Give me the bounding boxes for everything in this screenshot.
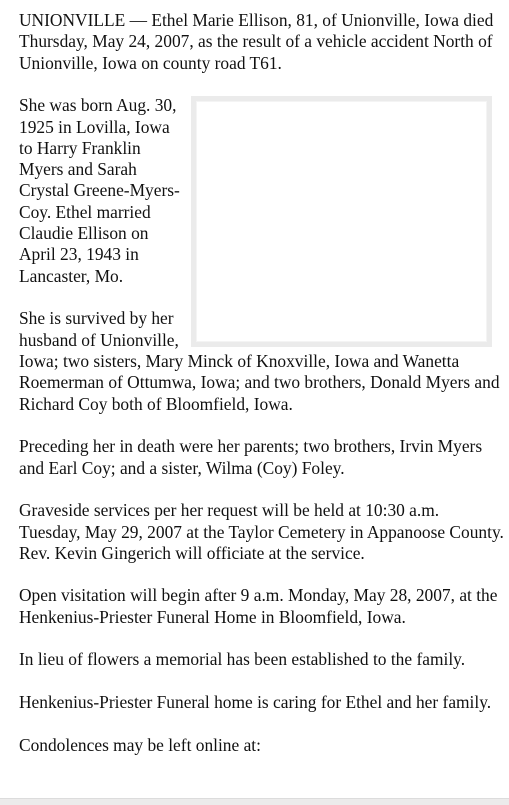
obituary-paragraph-preceded: Preceding her in death were her parents; two brothers, Irvin Myers and Earl Coy; and a sister, Wilma (Coy) Foley. (19, 436, 483, 478)
horizontal-scrollbar-track[interactable] (0, 798, 509, 805)
obituary-paragraph-memorial: In lieu of flowers a memorial has been established to the family. (19, 649, 466, 670)
obituary-paragraph-funeral-home: Henkenius-Priester Funeral home is caring for Ethel and her family. (19, 692, 492, 713)
photo-placeholder (191, 96, 492, 347)
obituary-paragraph-visitation: Open visitation will begin after 9 a.m. Monday, May 28, 2007, at the Henkenius-Priester Funeral Home in Bloomfield, Iowa. (19, 585, 498, 627)
obituary-paragraph-services: Graveside services per her request will be held at 10:30 a.m. Tuesday, May 29, 2007 at the Taylor Cemetery in Appanoose County. Rev. Kevin Gingerich will officiate at the service. (19, 500, 504, 563)
obituary-paragraph-survivors: She is survived by her husband of Unionville, Iowa; two sisters, Mary Minck of Knoxville, Iowa and Wanetta Roemerman of Ottumwa, Iowa; and two brothers, Donald Myers and Richard Coy both of Bloomfield, Iowa. (19, 308, 500, 414)
obituary-article (19, 10, 504, 778)
obituary-paragraph-birth: She was born Aug. 30, 1925 in Lovilla, Iowa to Harry Franklin Myers and Sarah Crystal Greene-Myers-Coy. Ethel married Claudie Ellison on April 23, 1943 in Lancaster, Mo. (19, 95, 180, 286)
obituary-paragraph-condolences: Condolences may be left online at: (19, 734, 261, 755)
obituary-paragraph-intro: UNIONVILLE — Ethel Marie Ellison, 81, of Unionville, Iowa died Thursday, May 24, 2007, as the result of a vehicle accident North of Unionville, Iowa on county road T61. (19, 10, 494, 73)
